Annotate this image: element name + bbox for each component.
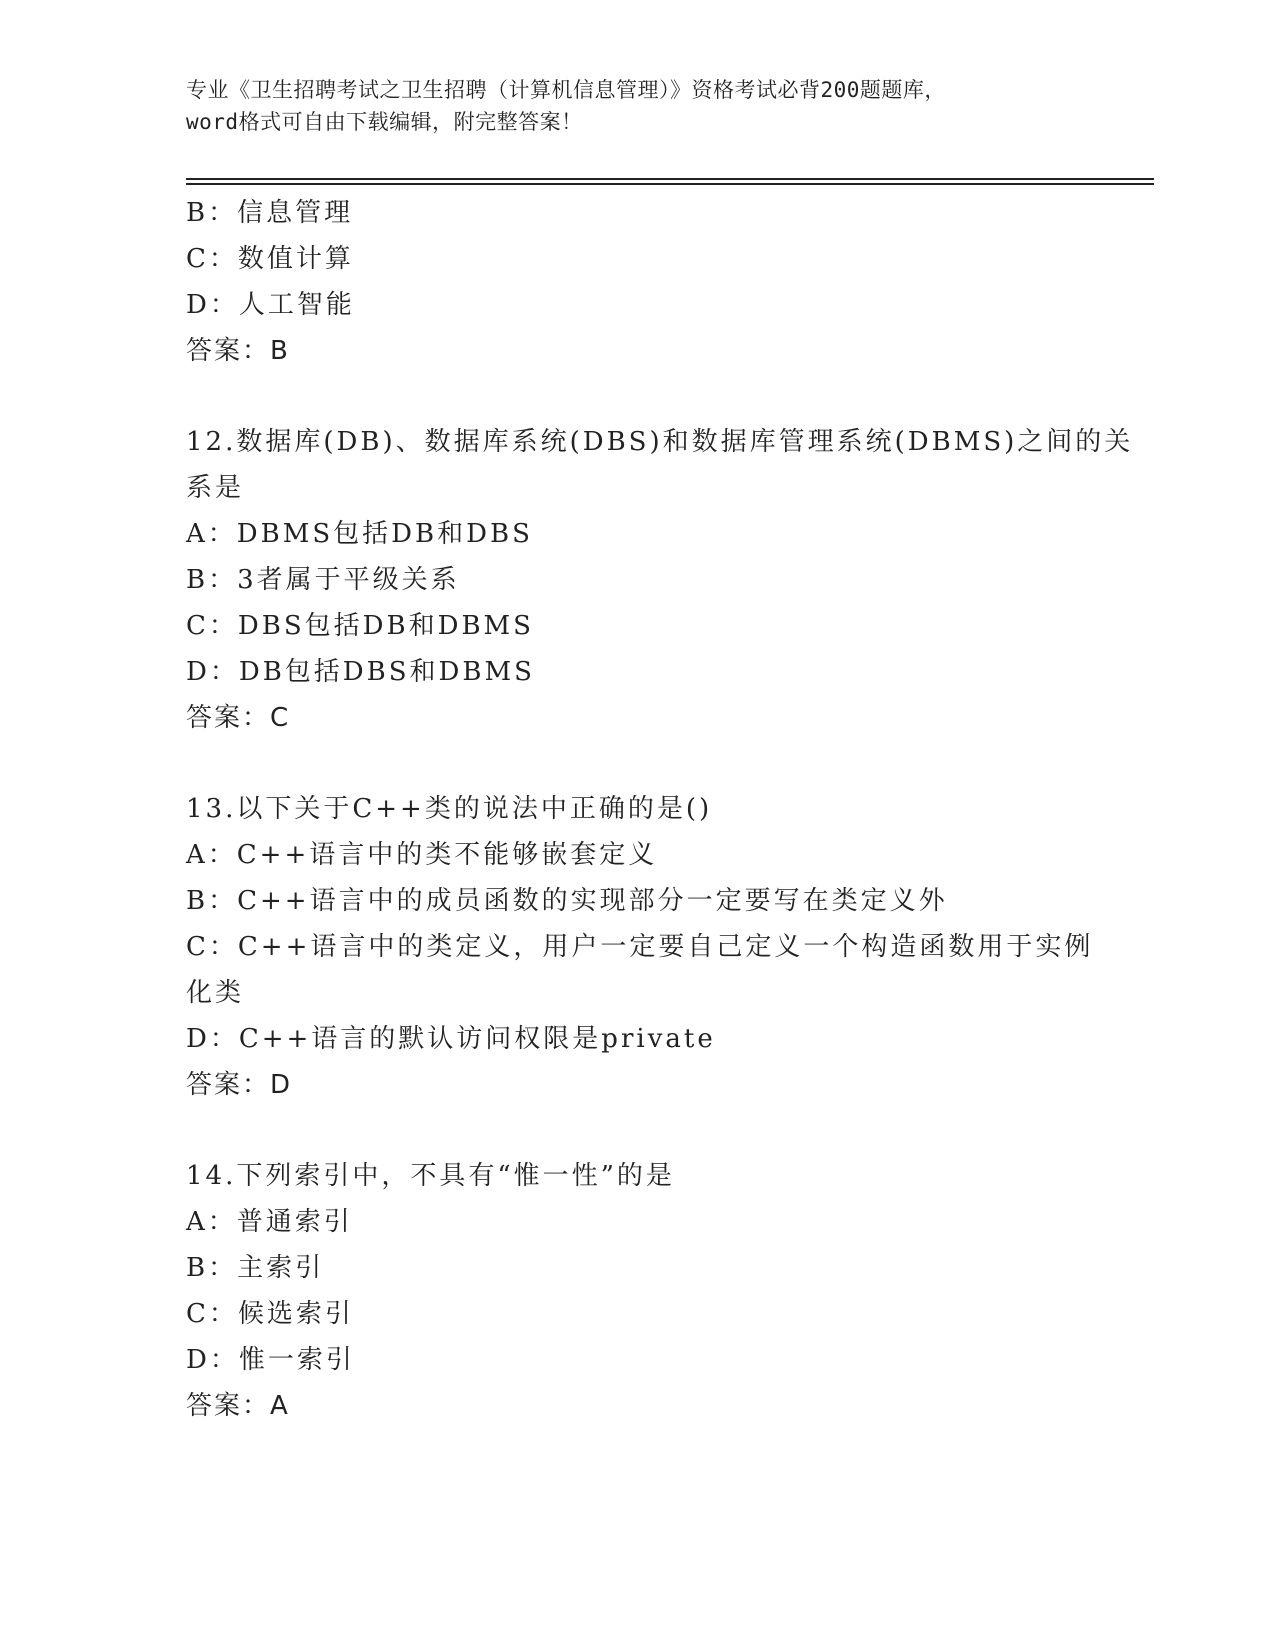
- question-stem: 14.下列索引中，不具有“惟一性”的是: [186, 1161, 675, 1191]
- question-11-tail: [186, 190, 1066, 374]
- answer: 答案：A: [186, 1391, 290, 1421]
- question-stem: 12.数据库(DB)、数据库系统(DBS)和数据库管理系统(DBMS)之间的关: [186, 427, 1134, 457]
- option-d: D：DB包括DBS和DBMS: [186, 657, 535, 687]
- header-divider-bottom: [186, 183, 1154, 185]
- spacer: [186, 374, 1066, 419]
- question-stem-continued: 系是: [186, 473, 245, 503]
- option-d: D：人工智能: [186, 290, 355, 320]
- option-c-continued: 化类: [186, 978, 245, 1008]
- option-a: A：C++语言中的类不能够嵌套定义: [186, 840, 658, 870]
- header-divider-top: [186, 178, 1154, 180]
- option-c: C：DBS包括DB和DBMS: [186, 611, 534, 641]
- question-stem: 13.以下关于C++类的说法中正确的是(): [186, 794, 713, 824]
- question-13: [186, 786, 1094, 1108]
- option-c: C：C++语言中的类定义，用户一定要自己定义一个构造函数用于实例: [186, 932, 1094, 962]
- answer: 答案：B: [186, 336, 290, 366]
- option-a: A：DBMS包括DB和DBS: [186, 519, 533, 549]
- option-d: D：C++语言的默认访问权限是private: [186, 1024, 716, 1054]
- page-header: [186, 74, 1086, 138]
- option-a: A：普通索引: [186, 1207, 353, 1237]
- option-d: D：惟一索引: [186, 1345, 355, 1375]
- spacer: [186, 1108, 1066, 1153]
- answer: 答案：C: [186, 703, 291, 733]
- question-14: [186, 1153, 1066, 1429]
- option-c: C：数值计算: [186, 244, 354, 274]
- option-b: B：信息管理: [186, 198, 354, 228]
- answer: 答案：D: [186, 1070, 293, 1100]
- question-12: [186, 419, 1134, 741]
- option-c: C：候选索引: [186, 1299, 354, 1329]
- spacer: [186, 741, 1066, 786]
- option-b: B：C++语言中的成员函数的实现部分一定要写在类定义外: [186, 886, 948, 916]
- option-b: B：主索引: [186, 1253, 325, 1283]
- option-b: B：3者属于平级关系: [186, 565, 460, 595]
- header-title-line-1: 专业《卫生招聘考试之卫生招聘（计算机信息管理）》资格考试必背200题题库，: [186, 78, 946, 102]
- question-list: [186, 190, 1134, 1429]
- header-title-line-2: word格式可自由下载编辑，附完整答案！: [186, 110, 583, 134]
